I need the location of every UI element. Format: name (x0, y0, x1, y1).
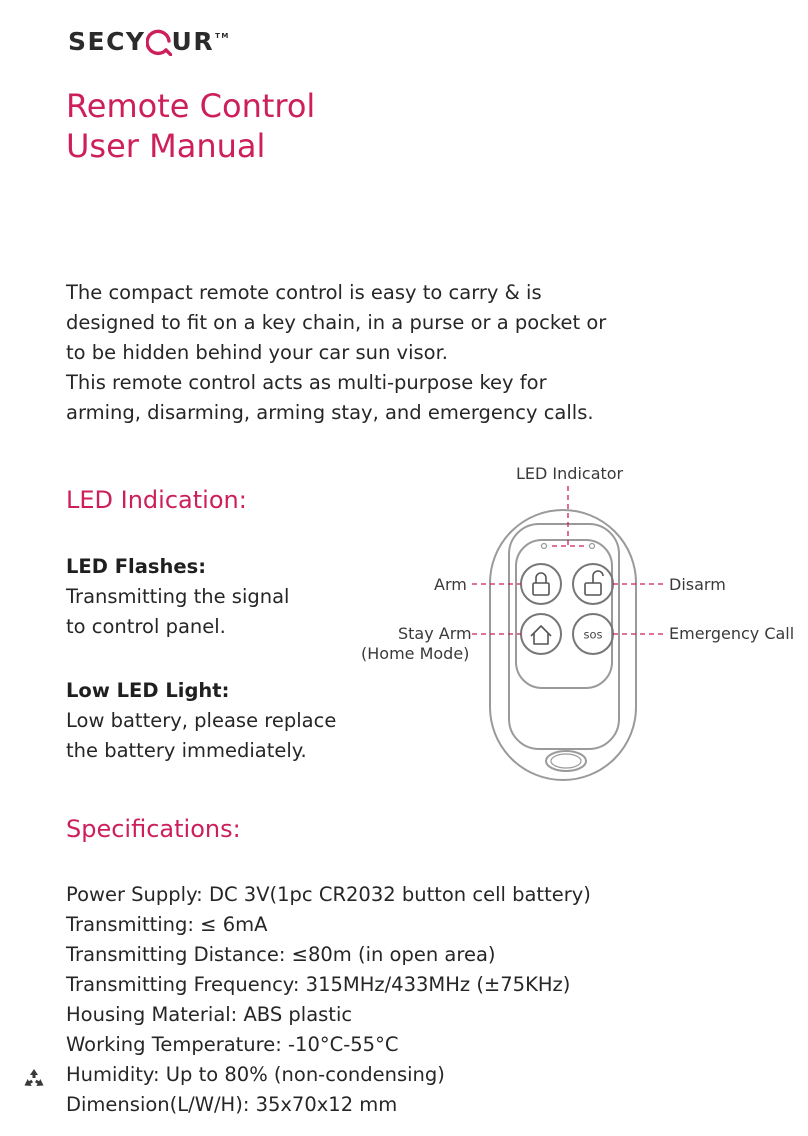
spec-item: Transmitting Frequency: 315MHz/433MHz (±75KHz) (66, 973, 571, 996)
low-led-line: Low battery, please replace (66, 709, 337, 732)
spec-item: Power Supply: DC 3V(1pc CR2032 button cell battery) (66, 883, 591, 906)
arm-button (521, 564, 561, 604)
spec-item: Working Temperature: -10°C-55°C (66, 1033, 399, 1056)
spec-item: Housing Material: ABS plastic (66, 1003, 353, 1026)
led-flashes-title: LED Flashes: (66, 555, 207, 578)
led-section-heading: LED Indication: (66, 486, 247, 514)
logo-trademark: TM (215, 32, 230, 40)
led-dot-right (590, 544, 595, 549)
remote-body-outline (490, 510, 636, 780)
intro-line: arming, disarming, arming stay, and emergency calls. (66, 401, 594, 424)
low-led-block (66, 676, 366, 766)
intro-paragraph (66, 278, 626, 428)
low-led-title: Low LED Light: (66, 679, 230, 702)
sos-button (573, 614, 613, 654)
led-flashes-block (66, 552, 366, 642)
stay-arm-label: Stay Arm (398, 624, 472, 643)
spec-item: Dimension(L/W/H): 35x70x12 mm (66, 1093, 398, 1116)
led-indicator-label: LED Indicator (516, 464, 624, 483)
spec-item: Transmitting: ≤ 6mA (66, 913, 268, 936)
recycle-icon (20, 1066, 48, 1094)
sos-label: sos (583, 627, 603, 642)
specs-list (66, 880, 591, 1120)
spec-item: Transmitting Distance: ≤80m (in open area) (66, 943, 496, 966)
led-dot-left (542, 544, 547, 549)
intro-line: The compact remote control is easy to carry & is (66, 281, 542, 304)
page-title (66, 86, 315, 166)
logo-o-ring-icon (146, 26, 172, 56)
intro-line: This remote control acts as multi-purpose key for (66, 371, 547, 394)
spec-item: Humidity: Up to 80% (non-condensing) (66, 1063, 445, 1086)
home-button (521, 614, 561, 654)
emergency-call-label: Emergency Call (669, 624, 795, 643)
logo-text (68, 26, 214, 56)
title-line-2: User Manual (66, 127, 266, 165)
led-flashes-line: to control panel. (66, 615, 226, 638)
brand-logo (68, 26, 230, 56)
title-line-1: Remote Control (66, 87, 316, 125)
keyring-hole-inner (551, 754, 581, 768)
intro-line: designed to fit on a key chain, in a purse or a pocket or (66, 311, 607, 334)
logo-text-start: SECY (68, 27, 146, 56)
disarm-button (573, 564, 613, 604)
logo-text-end: UR (171, 27, 215, 56)
remote-diagram (356, 460, 808, 790)
disarm-label: Disarm (669, 575, 726, 594)
led-flashes-line: Transmitting the signal (66, 585, 290, 608)
specs-section-heading: Specifications: (66, 815, 241, 843)
low-led-line: the battery immediately. (66, 739, 307, 762)
intro-line: to be hidden behind your car sun visor. (66, 341, 449, 364)
arm-label: Arm (434, 575, 467, 594)
home-mode-label: (Home Mode) (361, 644, 470, 663)
